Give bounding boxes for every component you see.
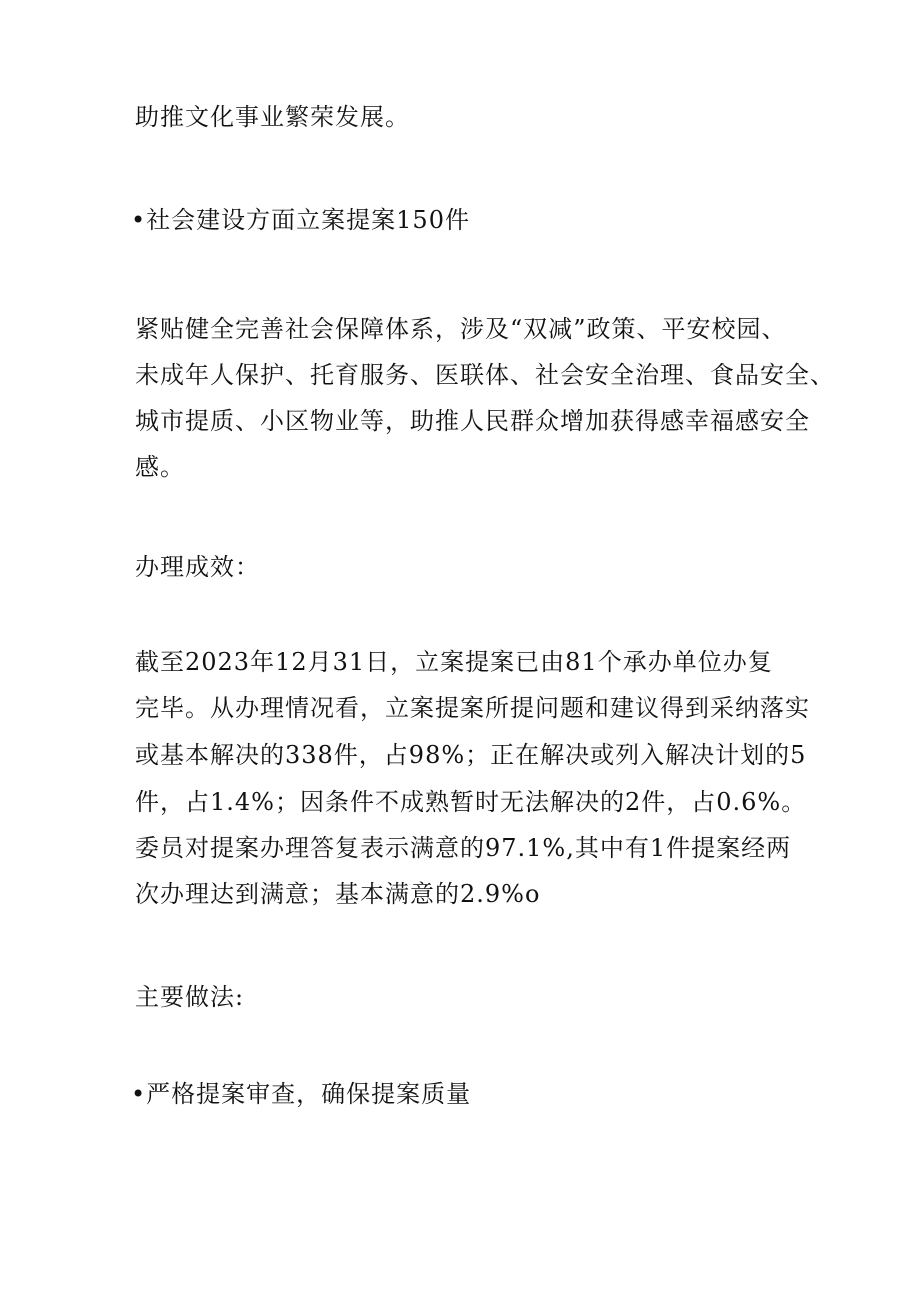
heading-main-practices: 主要做法:	[135, 983, 245, 1011]
paragraph-culture-conclusion: 助推文化事业繁荣发展。	[135, 103, 410, 131]
paragraph-results-line-6: 次办理达到满意；基本满意的2.9%o	[135, 880, 541, 908]
paragraph-results-line-4: 件，占1.4%；因条件不成熟暂时无法解决的2件，占0.6%。	[135, 788, 807, 816]
paragraph-social-line-3: 城市提质、小区物业等，助推人民群众增加获得感幸福感安全	[135, 407, 810, 435]
paragraph-social-line-2: 未成年人保护、托育服务、医联体、社会安全治理、食品安全、	[135, 361, 835, 389]
heading-handling-results: 办理成效：	[135, 553, 260, 581]
paragraph-results-line-2: 完毕。从办理情况看，立案提案所提问题和建议得到采纳落实	[135, 694, 810, 722]
paragraph-results-line-1: 截至2023年12月31日，立案提案已由81个承办单位办复	[135, 648, 773, 676]
bullet-strict-review: •严格提案审查，确保提案质量	[131, 1080, 472, 1108]
paragraph-social-line-1: 紧贴健全完善社会保障体系，涉及“双减”政策、平安校园、	[135, 315, 787, 343]
paragraph-social-line-4: 感。	[135, 453, 185, 481]
paragraph-results-line-5: 委员对提案办理答复表示满意的97.1%,其中有1件提案经两	[135, 834, 792, 862]
bullet-social-construction: •社会建设方面立案提案150件	[131, 206, 470, 234]
paragraph-results-line-3: 或基本解决的338件，占98%；正在解决或列入解决计划的5	[135, 741, 807, 769]
